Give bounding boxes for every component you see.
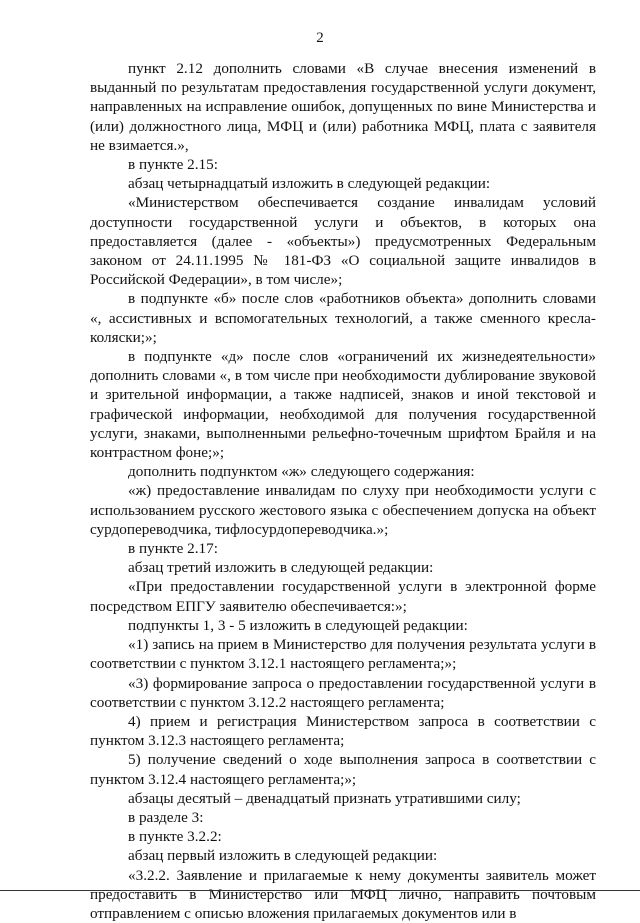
paragraph-17: абзацы десятый – двенадцатый признать утратившими силу; <box>128 789 521 807</box>
paragraph-9: в пункте 2.17: <box>128 540 218 558</box>
paragraph-8: «ж) предоставление инвалидам по слуху при необходимости услуги с использованием русского жестового языка с обеспечением допуска на объект сурдопереводчика, тифлосурдопереводчика.»; <box>90 482 596 538</box>
paragraph-12: подпункты 1, 3 - 5 изложить в следующей редакции: <box>128 616 468 634</box>
paragraph-6: в подпункте «д» после слов «ограничений их жизнедеятельности» дополнить словами «, в том числе при необходимости дублирование звуковой и зрительной информации, а также надписей, знаков и иной текстовой и графической информации, необходимой для получения государственной услуги, знаками, выполненными рельефно-точечным шрифтом Брайля и на контрастном фоне;»; <box>90 348 596 462</box>
paragraph-2: в пункте 2.15: <box>128 156 218 174</box>
paragraph-15: 4) прием и регистрация Министерством запроса в соответствии с пунктом 3.12.3 настоящего регламента; <box>90 712 596 750</box>
paragraph-10: абзац третий изложить в следующей редакции: <box>128 559 434 577</box>
paragraph-7: дополнить подпунктом «ж» следующего содержания: <box>128 463 475 481</box>
page-number: 2 <box>316 30 324 46</box>
paragraph-16: 5) получение сведений о ходе выполнения запроса в соответствии с пунктом 3.12.4 настоящего регламента;»; <box>90 751 596 788</box>
paragraph-20: абзац первый изложить в следующей редакции: <box>128 847 438 865</box>
paragraph-1: пункт 2.12 дополнить словами «В случае внесения изменений в выданный по результатам предоставления государственной услуги документ, направленных на исправление ошибок, допущенных по вине Министерства и (или) должностного лица, МФЦ и (или) работника МФЦ, плата с заявителя не взимается.», <box>90 60 596 154</box>
paragraph-14: «3) формирование запроса о предоставлении государственной услуги в соответствии с пунктом 3.12.2 настоящего регламента; <box>90 674 596 711</box>
paragraph-4: «Министерством обеспечивается создание инвалидам условий доступности государственной услуги и объектов, в которых она предоставляется (далее - «объекты») предусмотренных Федеральным законом от 24.11.1995 № 181-ФЗ «О социальной защите инвалидов в Российской Федерации», в том числе»; <box>90 194 596 289</box>
paragraph-5: в подпункте «б» после слов «работников объекта» дополнить словами «, ассистивных и вспомогательных технологий, а также сменного кресла-коляски;»; <box>90 290 596 346</box>
paragraph-13: «1) запись на прием в Министерство для получения результата услуги в соответствии с пунктом 3.12.1 настоящего регламента;»; <box>90 636 596 673</box>
paragraph-18: в разделе 3: <box>128 808 204 826</box>
document-body <box>90 59 596 923</box>
paragraph-19: в пункте 3.2.2: <box>128 828 222 846</box>
paragraph-3: абзац четырнадцатый изложить в следующей редакции: <box>128 175 491 193</box>
paragraph-21: «3.2.2. Заявление и прилагаемые к нему документы заявитель может предоставить в Министерство или МФЦ лично, направить почтовым отправлением с описью вложения прилагаемых документов или в <box>90 866 596 922</box>
paragraph-11: «При предоставлении государственной услуги в электронной форме посредством ЕПГУ заявителю обеспечивается:»; <box>90 578 596 615</box>
page-bottom-rule <box>0 890 640 891</box>
